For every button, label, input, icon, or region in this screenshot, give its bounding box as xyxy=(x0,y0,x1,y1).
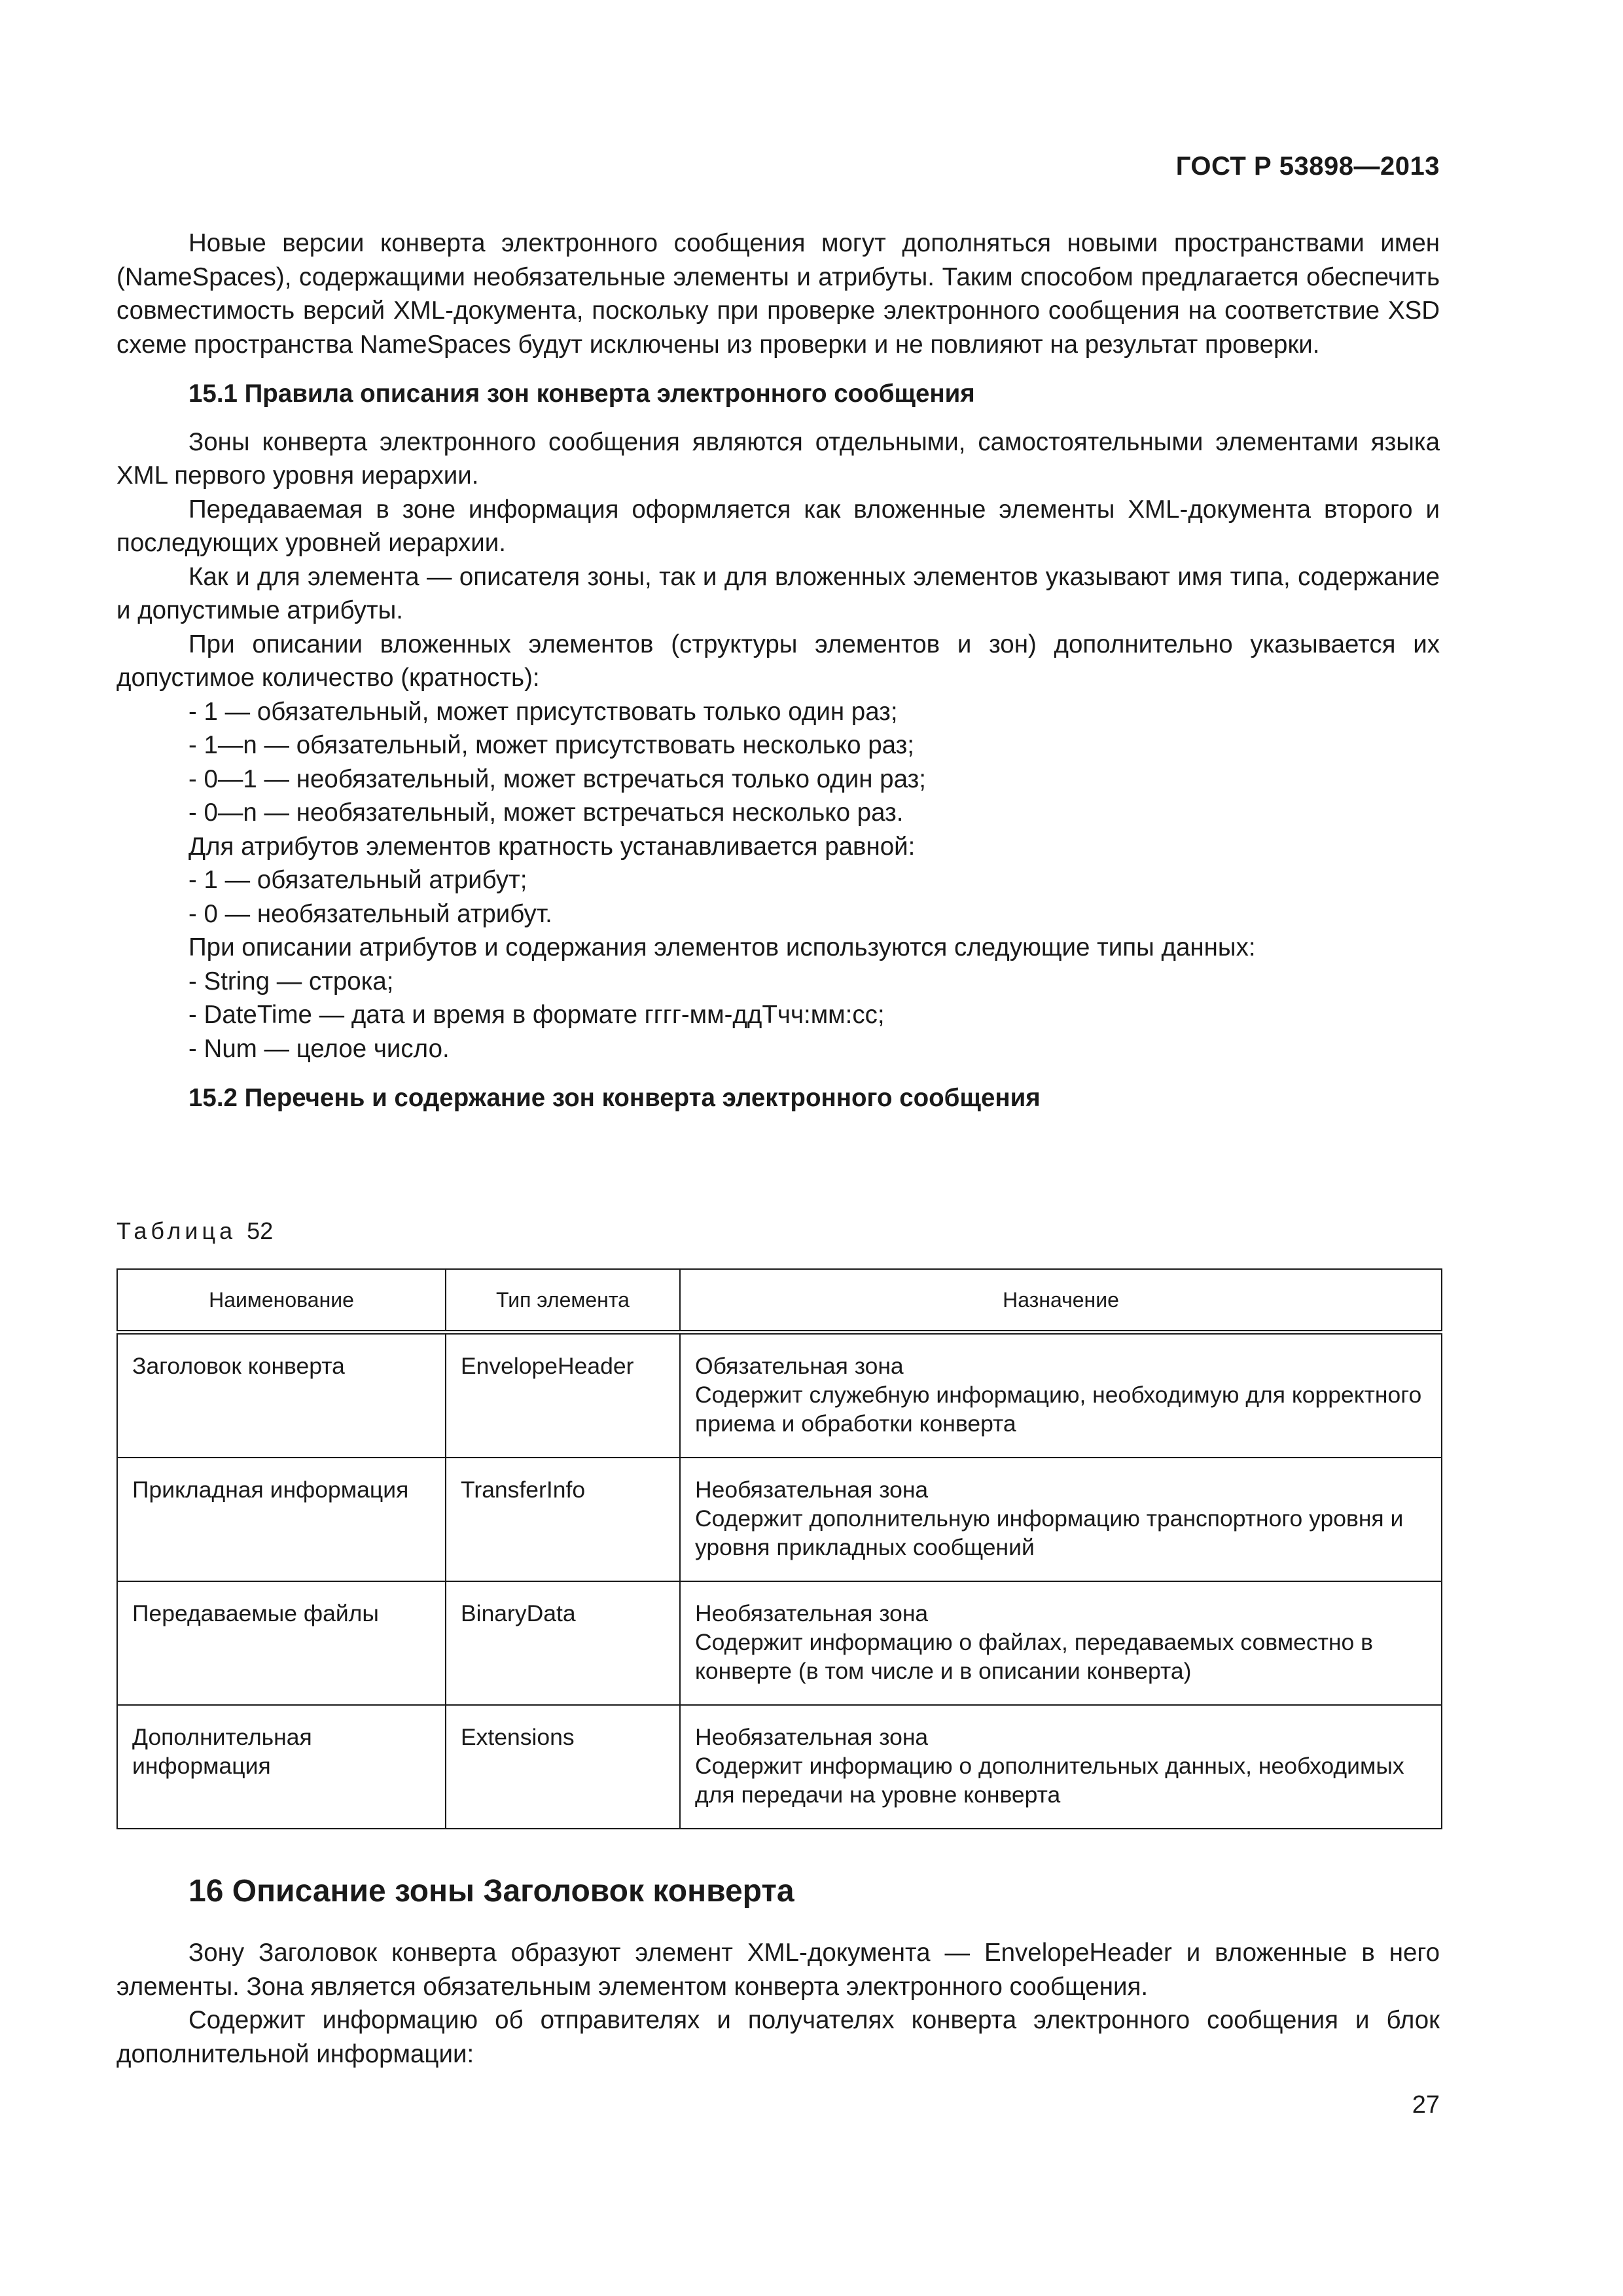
data-type-item: - DateTime — дата и время в формате гггг-мм-ддТчч:мм:сс; xyxy=(188,1001,885,1029)
section-15-1-paragraph-3: Как и для элемента — описателя зоны, так и для вложенных элементов указывают имя типа, содержание и допустимые атрибуты. xyxy=(116,562,1440,624)
table-row xyxy=(117,1705,1442,1829)
column-header-element-type: Тип элемента xyxy=(446,1269,680,1333)
intro-paragraph: Новые версии конверта электронного сообщения могут дополняться новыми пространствами имен (NameSpaces), содержащими необязательные элементы и атрибуты. Таким способом предлагается обеспечить совместимость версий XML-документа, поскольку при проверке электронного сообщения на соответствие XSD схеме пространства NameSpaces будут исключены из проверки и не повлияют на результат проверки. xyxy=(116,229,1440,359)
table-caption-label: Таблица xyxy=(116,1217,237,1244)
table-caption-number: 52 xyxy=(247,1217,274,1244)
table-row xyxy=(117,1581,1442,1705)
section-15-1-paragraph-1: Зоны конверта электронного сообщения являются отдельными, самостоятельными элементами языка XML первого уровня иерархии. xyxy=(116,427,1440,490)
data-type-item: - String — строка; xyxy=(188,967,394,996)
section-15-1-heading: 15.1 Правила описания зон конверта электронного сообщения xyxy=(188,380,975,408)
section-16-heading: 16 Описание зоны Заголовок конверта xyxy=(188,1874,794,1909)
attribute-multiplicity-intro: Для атрибутов элементов кратность устанавливается равной: xyxy=(188,832,916,861)
purpose-text: Содержит дополнительную информацию транспортного уровня и уровня прикладных сообщений xyxy=(695,1505,1404,1560)
attribute-multiplicity-item: - 1 — обязательный атрибут; xyxy=(188,866,527,894)
section-15-2-heading: 15.2 Перечень и содержание зон конверта электронного сообщения xyxy=(188,1084,1041,1112)
column-header-purpose: Назначение xyxy=(680,1269,1442,1333)
document-code-header: ГОСТ Р 53898—2013 xyxy=(1175,152,1440,181)
body-section-bottom xyxy=(116,1936,1440,2071)
section-16-paragraph-2: Содержит информацию об отправителях и получателях конверта электронного сообщения и блок дополнительной информации: xyxy=(116,2006,1440,2068)
purpose-title: Необязательная зона xyxy=(695,1724,929,1750)
section-15-1-paragraph-2: Передаваемая в зоне информация оформляется как вложенные элементы XML-документа второго и последующих уровней иерархии. xyxy=(116,495,1440,557)
cell-purpose xyxy=(680,1581,1442,1705)
multiplicity-item: - 0—1 — необязательный, может встречаться только один раз; xyxy=(188,764,926,793)
cell-purpose xyxy=(680,1333,1442,1458)
purpose-title: Необязательная зона xyxy=(695,1477,929,1503)
data-types-intro: При описании атрибутов и содержания элементов используются следующие типы данных: xyxy=(188,933,1256,961)
cell-zone-name: Передаваемые файлы xyxy=(117,1581,446,1705)
cell-zone-name: Дополнительная информация xyxy=(117,1705,446,1829)
cell-purpose xyxy=(680,1458,1442,1581)
multiplicity-item: - 1 — обязательный, может присутствовать только один раз; xyxy=(188,697,898,726)
document-page xyxy=(116,0,1440,2296)
multiplicity-item: - 1—n — обязательный, может присутствовать несколько раз; xyxy=(188,731,914,759)
data-type-item: - Num — целое число. xyxy=(188,1034,450,1063)
zones-table xyxy=(116,1268,1442,1829)
section-16-paragraph-1: Зону Заголовок конверта образуют элемент XML-документа — EnvelopeHeader и вложенные в него элементы. Зона является обязательным элементом конверта электронного сообщения. xyxy=(116,1939,1440,2001)
cell-element-type: EnvelopeHeader xyxy=(446,1333,680,1458)
table-caption xyxy=(116,1217,273,1245)
cell-zone-name: Прикладная информация xyxy=(117,1458,446,1581)
table-header-row xyxy=(117,1269,1442,1333)
page-number: 27 xyxy=(1412,2091,1440,2119)
table-row xyxy=(117,1333,1442,1458)
attribute-multiplicity-item: - 0 — необязательный атрибут. xyxy=(188,899,552,928)
multiplicity-item: - 0—n — необязательный, может встречаться несколько раз. xyxy=(188,798,904,827)
purpose-text: Содержит служебную информацию, необходимую для корректного приема и обработки конверта xyxy=(695,1382,1422,1437)
body-section-top xyxy=(116,226,1440,1115)
purpose-title: Обязательная зона xyxy=(695,1353,904,1379)
column-header-name: Наименование xyxy=(117,1269,446,1333)
cell-element-type: TransferInfo xyxy=(446,1458,680,1581)
section-15-1-paragraph-4: При описании вложенных элементов (структуры элементов и зон) дополнительно указывается их допустимое количество (кратность): xyxy=(116,630,1440,692)
purpose-text: Содержит информацию о файлах, передаваемых совместно в конверте (в том числе и в описании конверта) xyxy=(695,1629,1373,1684)
purpose-title: Необязательная зона xyxy=(695,1600,929,1626)
cell-zone-name: Заголовок конверта xyxy=(117,1333,446,1458)
cell-element-type: BinaryData xyxy=(446,1581,680,1705)
cell-element-type: Extensions xyxy=(446,1705,680,1829)
table-row xyxy=(117,1458,1442,1581)
cell-purpose xyxy=(680,1705,1442,1829)
purpose-text: Содержит информацию о дополнительных данных, необходимых для передачи на уровне конверта xyxy=(695,1753,1404,1808)
